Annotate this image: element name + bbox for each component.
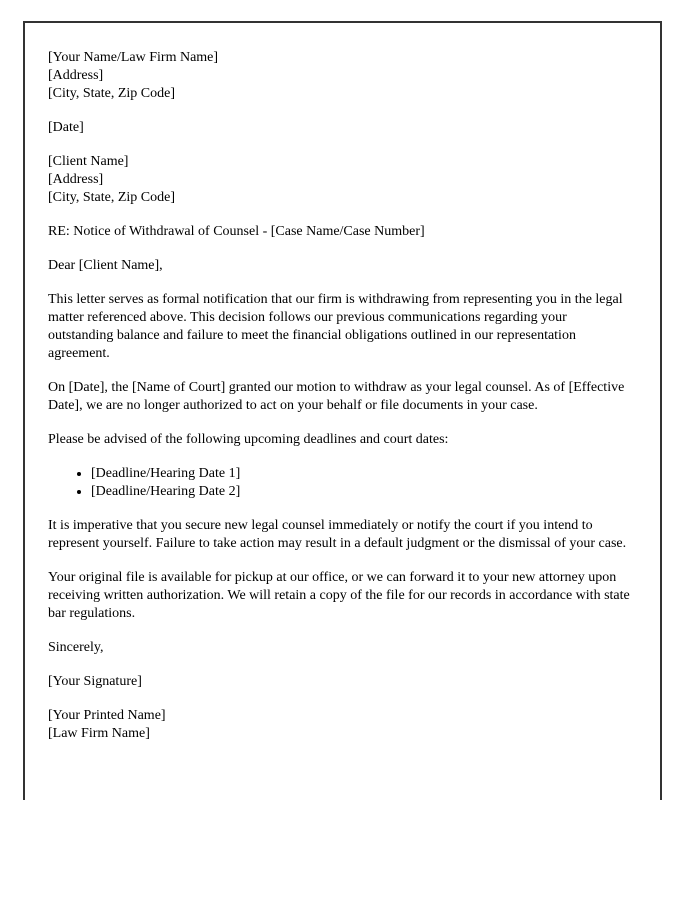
recipient-address-block bbox=[48, 153, 632, 207]
recipient-city-state-zip: [City, State, Zip Code] bbox=[48, 190, 176, 205]
firm-name: [Law Firm Name] bbox=[48, 726, 150, 741]
closing: Sincerely, bbox=[48, 640, 104, 655]
salutation: Dear [Client Name], bbox=[48, 258, 163, 273]
deadline-item-1: • [Deadline/Hearing Date 1] bbox=[91, 465, 632, 483]
deadline-item-2: • [Deadline/Hearing Date 2] bbox=[91, 483, 632, 501]
paragraph-file-pickup: Your original file is available for pickup at our office, or we can forward it to your new attorney upon receiving written authorization. We will retain a copy of the file for our records in accordance with state bar regulations. bbox=[48, 570, 630, 621]
paragraph-withdrawal-notice: This letter serves as formal notification that our firm is withdrawing from representing you in the legal matter referenced above. This decision follows our previous communications regarding your outstanding balance and failure to meet the financial obligations outlined in our representation agreement. bbox=[48, 292, 623, 361]
recipient-address: [Address] bbox=[48, 172, 104, 187]
signature-block bbox=[48, 707, 632, 743]
sender-city-state-zip: [City, State, Zip Code] bbox=[48, 86, 176, 101]
recipient-name: [Client Name] bbox=[48, 154, 129, 169]
signature-placeholder: [Your Signature] bbox=[48, 674, 142, 689]
letter-body bbox=[48, 49, 632, 743]
sender-name: [Your Name/Law Firm Name] bbox=[48, 50, 219, 65]
sender-address-block bbox=[48, 49, 632, 103]
deadline-list bbox=[48, 465, 632, 501]
letter-document bbox=[23, 21, 662, 800]
printed-name: [Your Printed Name] bbox=[48, 708, 166, 723]
subject-line: RE: Notice of Withdrawal of Counsel - [Case Name/Case Number] bbox=[48, 224, 425, 239]
paragraph-court-motion: On [Date], the [Name of Court] granted our motion to withdraw as your legal counsel. As of [Effective Date], we are no longer authorized to act on your behalf or file documents in your case. bbox=[48, 380, 625, 413]
date-line: [Date] bbox=[48, 120, 84, 135]
sender-address: [Address] bbox=[48, 68, 104, 83]
paragraph-deadlines-intro: Please be advised of the following upcoming deadlines and court dates: bbox=[48, 432, 449, 447]
paragraph-secure-counsel: It is imperative that you secure new legal counsel immediately or notify the court if you intend to represent yourself. Failure to take action may result in a default judgment or the dismissal of your case. bbox=[48, 518, 627, 551]
